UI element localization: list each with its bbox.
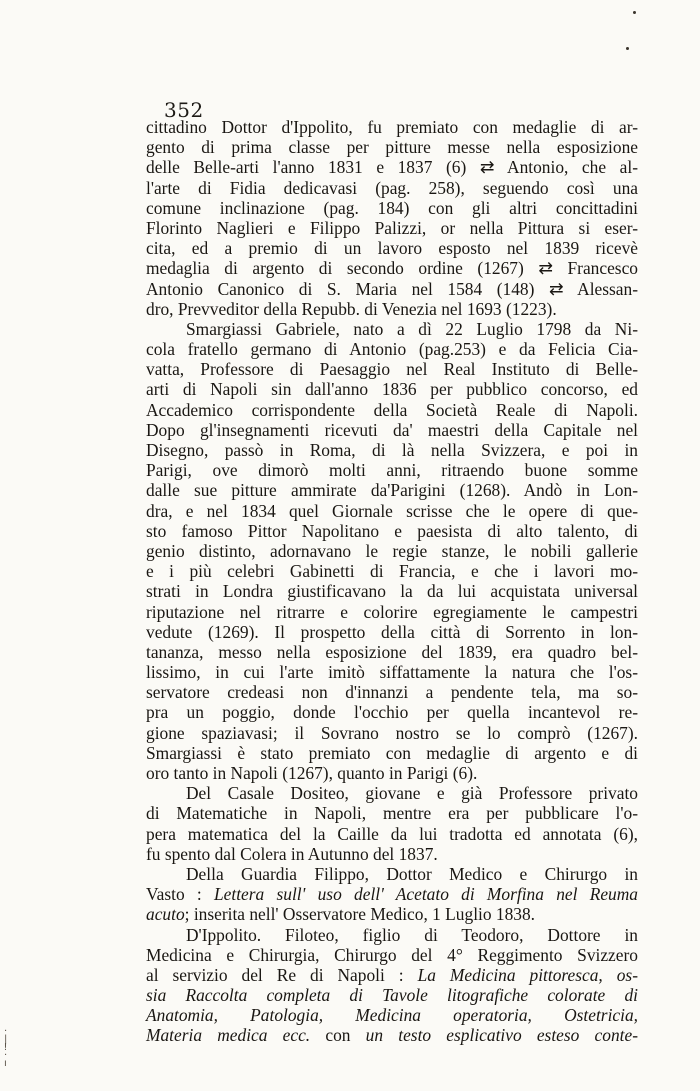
- italic-text: Materia medica ecc.: [146, 1025, 311, 1046]
- line-text: Dopo gl'insegnamenti ricevuti da' maestri della Capitale nel: [146, 419, 638, 440]
- line-text: Medicina e Chirurgia, Chirurgo del 4° Reggimento Svizzero: [146, 944, 638, 965]
- line-text: fu spento dal Colera in Autunno del 1837.: [146, 843, 438, 864]
- line-text: Smargiassi è stato premiato con medaglie di argento e di: [146, 742, 638, 763]
- line-text: ; inserita nell' Osservatore Medico, 1 Luglio 1838.: [184, 904, 536, 925]
- text-line: [146, 743, 638, 763]
- text-line: [146, 198, 638, 218]
- text-line: [146, 339, 638, 359]
- line-text: pra un poggio, donde l'occhio per quella incantevol re-: [146, 702, 638, 723]
- text-line: [146, 501, 638, 521]
- text-line: [146, 319, 638, 339]
- line-text: Antonio Canonico di S. Maria nel 1584 (148) ⇄ Alessan-: [146, 278, 638, 299]
- line-text: dra, e nel 1834 quel Giornale scrisse che le opere di que-: [146, 500, 638, 521]
- margin-dot: [633, 11, 636, 14]
- line-text: gento di prima classe per pitture messe nella esposizione: [146, 137, 638, 158]
- text-line: [146, 965, 638, 985]
- line-text: riputazione nel ritrarre e colorire egregiamente le campestri: [146, 601, 638, 622]
- text-line: [146, 723, 638, 743]
- text-line: [146, 440, 638, 460]
- line-text: Del Casale Dositeo, giovane e già Professore privato: [186, 783, 638, 804]
- text-line: [146, 359, 638, 379]
- line-text: l'arte di Fidia dedicavasi (pag. 258), seguendo così una: [146, 177, 638, 198]
- italic-text: sia Raccolta completa di Tavole litografiche colorate di: [146, 985, 638, 1006]
- line-text: Florinto Naglieri e Filippo Palizzi, or nella Pittura si eser-: [146, 217, 638, 238]
- text-line: [146, 884, 638, 904]
- text-line: [146, 561, 638, 581]
- line-text: pera matematica del la Caille da lui tradotta ed annotata (6),: [146, 823, 638, 844]
- text-line: [146, 702, 638, 722]
- line-text: cittadino Dottor d'Ippolito, fu premiato con medaglie di ar-: [146, 117, 638, 137]
- line-text: strati in Londra giustificavano la da lui acquistata universal: [146, 581, 638, 602]
- text-line: [146, 218, 638, 238]
- text-line: [146, 864, 638, 884]
- text-line: [146, 299, 638, 319]
- margin-dot: [626, 47, 629, 50]
- line-text: genio distinto, adornavano le regie stanze, le nobili gallerie: [146, 540, 638, 561]
- italic-text: Lettera sull' uso dell' Acetato di Morfina nel Reuma: [214, 884, 638, 905]
- line-text: vatta, Professore di Paesaggio nel Real Instituto di Belle-: [146, 359, 638, 380]
- line-text: gione spaziavasi; il Sovrano nostro se lo comprò (1267).: [146, 722, 638, 743]
- italic-text: acuto: [146, 904, 185, 925]
- line-text: arti di Napoli sin dall'anno 1836 per pubblico concorso, ed: [146, 379, 638, 400]
- text-line: [146, 1025, 638, 1045]
- line-text: Parigi, ove dimorò molti anni, ritraendo buone somme: [146, 460, 638, 481]
- text-line: [146, 622, 638, 642]
- text-line: [146, 581, 638, 601]
- text-line: [146, 682, 638, 702]
- line-text: dalle sue pitture ammirate da'Parigini (1268). Andò in Lon-: [146, 480, 638, 501]
- line-text: Della Guardia Filippo, Dottor Medico e Chirurgo in: [186, 863, 638, 884]
- text-line: [146, 420, 638, 440]
- text-line: [146, 480, 638, 500]
- text-line: [146, 117, 638, 137]
- text-line: [146, 279, 638, 299]
- line-text: oro tanto in Napoli (1267), quanto in Parigi (6).: [146, 763, 478, 783]
- line-text: Vasto :: [146, 884, 214, 905]
- text-line: [146, 783, 638, 803]
- text-line: [146, 1005, 638, 1025]
- text-line: [146, 763, 638, 783]
- line-text: di Matematiche in Napoli, mentre era per pubblicare l'o-: [146, 803, 638, 824]
- text-line: [146, 642, 638, 662]
- text-line: [146, 985, 638, 1005]
- line-text: cita, ed a premio di un lavoro esposto nel 1839 ricevè: [146, 238, 638, 259]
- line-text: tananza, messo nella esposizione del 1839, era quadro bel-: [146, 641, 638, 662]
- text-line: [146, 178, 638, 198]
- text-line: [146, 945, 638, 965]
- italic-text: un testo esplicativo esteso conte-: [365, 1025, 638, 1046]
- text-line: [146, 400, 638, 420]
- line-text: medaglia di argento di secondo ordine (1267) ⇄ Francesco: [146, 258, 638, 279]
- text-line: [146, 541, 638, 561]
- line-text: dro, Prevveditor della Repubb. di Venezia nel 1693 (1223).: [146, 298, 557, 319]
- text-line: [146, 824, 638, 844]
- line-text: e i più celebri Gabinetti di Francia, e che i lavori mo-: [146, 561, 638, 582]
- line-text: delle Belle-arti l'anno 1831 e 1837 (6) ⇄ Antonio, che al-: [146, 157, 638, 178]
- line-text: Disegno, passò in Roma, di là nella Svizzera, e poi in: [146, 440, 638, 460]
- italic-text: Anatomia, Patologia, Medicina operatoria, Ostetricia,: [146, 1005, 638, 1026]
- text-line: [146, 662, 638, 682]
- line-text: servatore credeasi non d'innanzi a pendente tela, ma so-: [146, 682, 638, 703]
- text-line: [146, 521, 638, 541]
- text-line: [146, 904, 638, 924]
- text-line: [146, 137, 638, 157]
- text-line: [146, 844, 638, 864]
- text-line: [146, 602, 638, 622]
- text-line: [146, 258, 638, 278]
- text-line: [146, 379, 638, 399]
- body-text: [146, 117, 638, 1046]
- line-text: D'Ippolito. Filoteo, figlio di Teodoro, Dottore in: [186, 924, 638, 945]
- text-line: [146, 157, 638, 177]
- text-line: [146, 803, 638, 823]
- margin-ink-mark: · | ǃ · ı: [4, 1026, 8, 1069]
- line-text: sto famoso Pittor Napolitano e paesista di alto talento, di: [146, 520, 638, 541]
- text-line: [146, 460, 638, 480]
- line-text: Smargiassi Gabriele, nato a dì 22 Luglio 1798 da Ni-: [186, 318, 638, 339]
- line-text: cola fratello germano di Antonio (pag.253) e da Felicia Cia-: [146, 339, 638, 360]
- line-text: con: [310, 1025, 366, 1046]
- text-line: [146, 238, 638, 258]
- line-text: comune inclinazione (pag. 184) con gli altri concittadini: [146, 197, 638, 218]
- text-line: [146, 925, 638, 945]
- italic-text: La Medicina pittoresca, os-: [417, 964, 638, 985]
- line-text: Accademico corrispondente della Società Reale di Napoli.: [146, 399, 638, 420]
- line-text: lissimo, in cui l'arte imitò siffattamente la natura che l'os-: [146, 662, 638, 683]
- line-text: vedute (1269). Il prospetto della città di Sorrento in lon-: [146, 621, 638, 642]
- line-text: al servizio del Re di Napoli :: [146, 964, 418, 985]
- page-number: 352: [164, 98, 204, 122]
